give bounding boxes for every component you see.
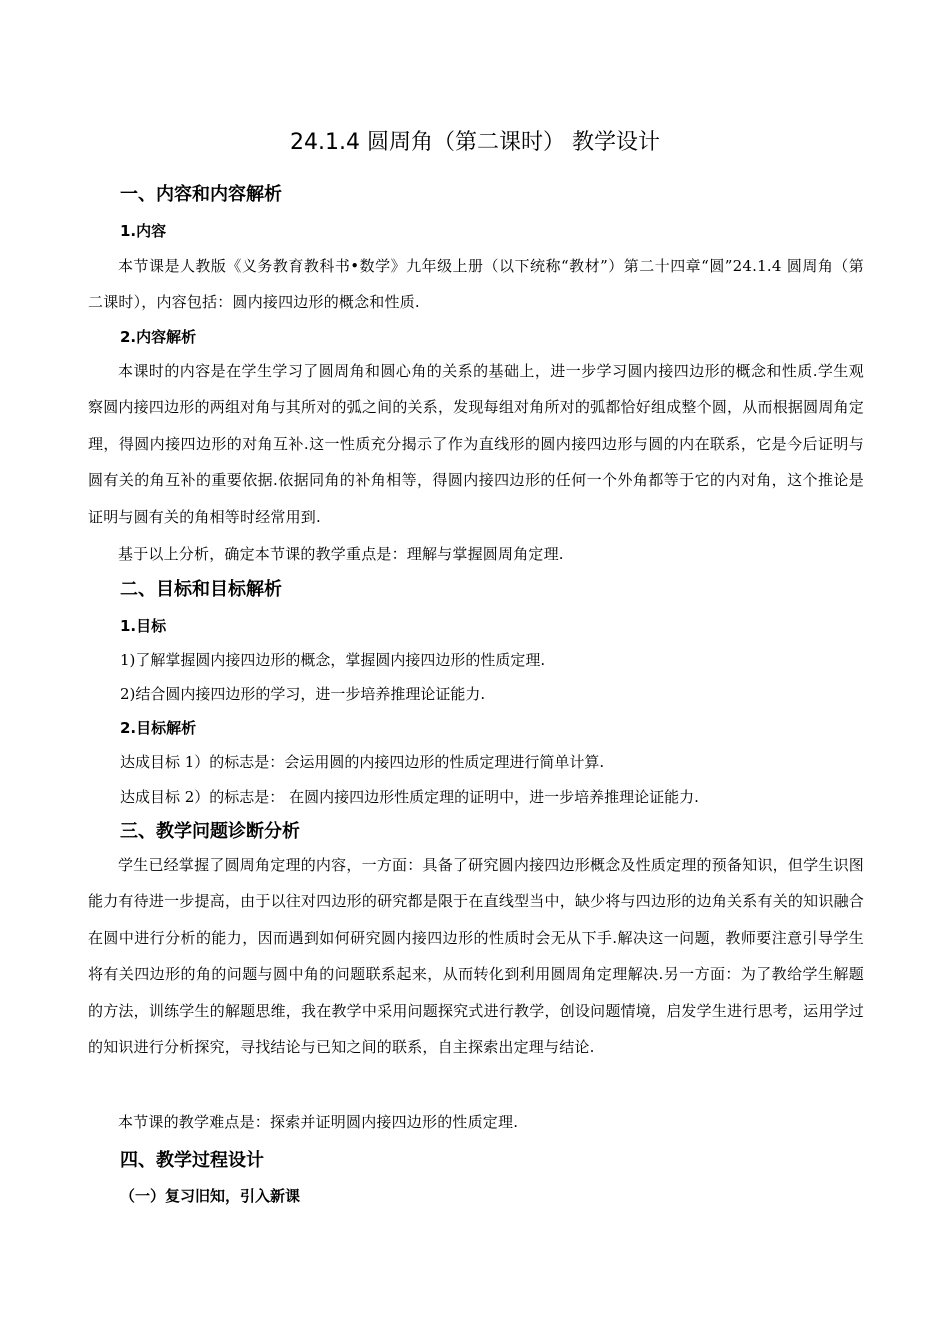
goal-item-1: 1)了解掌握圆内接四边形的概念，掌握圆内接四边形的性质定理. <box>120 651 546 669</box>
section-heading-process: 四、教学过程设计 <box>120 1150 264 1171</box>
subheading-review: （一）复习旧知，引入新课 <box>120 1187 301 1205</box>
goal-item-2: 2)结合圆内接四边形的学习，进一步培养推理论证能力. <box>120 685 486 703</box>
goal-analysis-1: 达成目标 1）的标志是：会运用圆的内接四边形的性质定理进行简单计算. <box>120 753 605 771</box>
paragraph-teaching-difficulty: 本节课的教学难点是：探索并证明圆内接四边形的性质定理. <box>118 1113 519 1131</box>
section-heading-diagnosis: 三、教学问题诊断分析 <box>120 821 300 842</box>
subheading-goal-analysis: 2.目标解析 <box>120 719 197 737</box>
paragraph-teaching-focus: 基于以上分析，确定本节课的教学重点是：理解与掌握圆周角定理. <box>118 545 564 563</box>
paragraph-content-analysis: 本课时的内容是在学生学习了圆周角和圆心角的关系的基础上，进一步学习圆内接四边形的概念和性质.学生观察圆内接四边形的两组对角与其所对的弧之间的关系，发现每组对角所对的弧都恰好组成整个圆，从而根据圆周角定理，得圆内接四边形的对角互补.这一性质充分揭示了作为直线形的圆内接四边形与圆的内在联系，它是今后证明与圆有关的角互补的重要依据.依据同角的补角相等，得圆内接四边形的任何一个外角都等于它的内对角，这个推论是证明与圆有关的角相等时经常用到. <box>88 362 864 526</box>
subheading-goals: 1.目标 <box>120 617 167 635</box>
subheading-content: 1.内容 <box>120 222 167 240</box>
paragraph-content-intro: 本节课是人教版《义务教育教科书•数学》九年级上册（以下统称“教材”）第二十四章“圆”24.1.4 圆周角（第二课时），内容包括：圆内接四边形的概念和性质. <box>88 257 864 312</box>
document-title: 24.1.4 圆周角（第二课时） 教学设计 <box>290 130 660 155</box>
section-heading-goals: 二、目标和目标解析 <box>120 579 282 600</box>
section-heading-content: 一、内容和内容解析 <box>120 184 282 205</box>
paragraph-diagnosis: 学生已经掌握了圆周角定理的内容，一方面：具备了研究圆内接四边形概念及性质定理的预备知识，但学生识图能力有待进一步提高，由于以往对四边形的研究都是限于在直线型当中，缺少将与四边形的边角关系有关的知识融合在圆中进行分析的能力，因而遇到如何研究圆内接四边形的性质时会无从下手.解决这一问题，教师要注意引导学生将有关四边形的角的问题与圆中角的问题联系起来，从而转化到利用圆周角定理解决.另一方面：为了教给学生解题的方法，训练学生的解题思维，我在教学中采用问题探究式进行教学，创设问题情境，启发学生进行思考，运用学过的知识进行分析探究，寻找结论与已知之间的联系，自主探索出定理与结论. <box>88 856 864 1057</box>
subheading-content-analysis: 2.内容解析 <box>120 328 197 346</box>
goal-analysis-2: 达成目标 2）的标志是： 在圆内接四边形性质定理的证明中，进一步培养推理论证能力. <box>120 788 699 806</box>
